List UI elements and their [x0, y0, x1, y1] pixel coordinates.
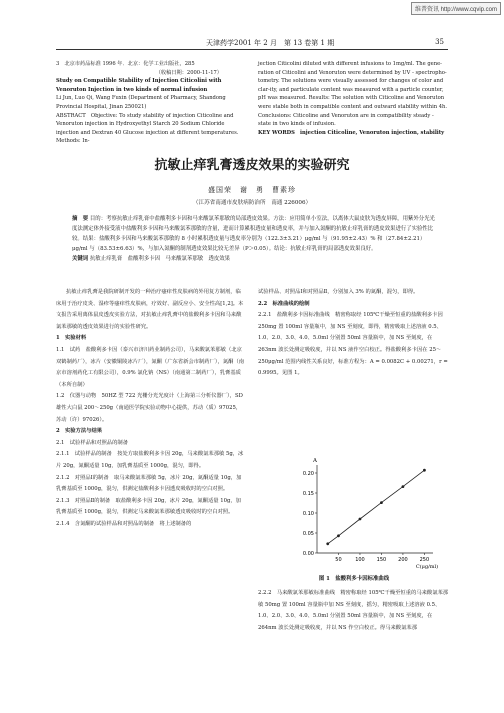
- paragraph-control-1: 2.1.2 对照品Ⅰ的制备 取马来酸氯苯那敏 5g，冰片 20g，氮酮适量 10g，加乳膏基质至 1000g，混匀，供测定盐酸利多卡因透皮吸收时的空白对照。: [56, 474, 242, 493]
- subheading-standard-curve: 2.2 标准曲线的绘制: [258, 300, 310, 307]
- x-tick-label: 50: [335, 557, 342, 563]
- paragraph-azone-prep: 2.1.4 含氮酮的试验样品和对照品的制备 将上述制备的: [56, 520, 192, 527]
- intro-paragraph: 抗敏止痒乳膏是我院研制开发的一种治疗瘙痒性皮肤病的外用复方制剂，临床用于治疗皮炎、湿疹等瘙痒性皮肤病，疗效好、副反应小、安全性高[1,2]。本文报告采用离体鼠皮透皮实验方法，对抗敏止痒乳膏中的盐酸利多卡因和马来酸氯苯那敏的透皮效果进行的实验性研究。: [56, 289, 244, 330]
- english-abstract-start: ABSTRACT Objective: To study stability of injection Citicoline and Venoruton injection in Hydroxyethyl Starch 20 Sodium Chloride injection and Dextran 40 Glucose injection at different temperatures. Methods: In-: [56, 112, 239, 145]
- body-column-right-lower: [258, 588, 450, 634]
- english-authors: Li Jun, Luo Qi, Wang Fuxin (Department of Pharmacy, Shandong Provincial Hospital, Jinan 250021): [56, 95, 226, 110]
- abstract-text: 目的：考察抗敏止痒乳膏中盐酸利多卡因和马来酸氯苯那敏的局部透皮效果。方法：应用简单小室法，以离体大鼠皮肤为透皮屏障，用紫外分光光度法测定体外接受液中盐酸利多卡因和马来酸氯苯那敏的含量，进而计算累积透皮量和透皮率，并与加入氮酮的抗敏止痒乳膏的透皮效果进行了实验性比较。结果：盐酸利多卡因和马来酸氯苯那敏的 8 小时累积透皮量与透皮率分别为（122.3±3.21）μg/ml 与（91.95±2.43）% 和（27.84±2.21）μg/ml 与（83.53±6.63）%，与加入氮酮的制剂透皮效果比较无差异（P＞0.05）。结论：抗敏止痒乳膏的局部透皮效果良好。: [72, 216, 435, 252]
- data-point: [337, 534, 340, 537]
- article-title: 抗敏止痒乳膏透皮效果的实验研究: [154, 158, 350, 173]
- paragraph-chlorphenamine-curve: 2.2.2 马来酸氯苯那敏标准曲线 精密称取经 105℃干燥至恒重的马来酸氯苯那敏 50mg 置 100ml 容量瓶中加 NS 至刻度，摇匀，精密吸取上述溶液 0.5、1.0、2.0、3.0、4.0、5.0ml 分别置 50ml 容量瓶中，加 NS 至刻度，在 264nm 波长处测定吸收度，并以 NS 作空白校正。得马来酸氯苯那: [258, 590, 449, 631]
- y-tick-label: 0.15: [302, 490, 314, 497]
- english-keywords: KEY WORDS injection Citicoline, Venoruton injection, stability: [258, 129, 445, 136]
- received-date: （收稿日期：2000-11-17）: [155, 69, 222, 76]
- paragraph-lidocaine-curve: 2.2.1 盐酸利多卡因标准曲线 精密称取经 105℃干燥至恒重的盐酸利多卡因 250mg 置 100ml 容量瓶中，加 NS 至刻度，即得，精密吸取上述溶液 0.5、1.0、2.0、3.0、4.0、5.0ml 分别置 50ml 容量瓶中，加 NS 至刻度，在 263nm 波长处测定吸收度，并以 NS 液作空白校正。得盐酸利多卡因在 25～250μg/ml 范围内线性关系良好，标准方程为：A = 0.0082C + 0.00271，r = 0.9995。见图 1。: [258, 312, 448, 377]
- paragraph-azone-cont: 试验样品、对照品Ⅰ和对照品Ⅱ，分别加入 3% 的氮酮，混匀，即得。: [258, 289, 419, 295]
- body-column-left: [56, 287, 246, 530]
- y-axis-label: A: [313, 458, 317, 464]
- data-point: [402, 485, 405, 488]
- x-tick-label: 200: [398, 557, 408, 563]
- data-point: [326, 542, 329, 545]
- abstract-label: 摘 要: [72, 216, 89, 222]
- x-tick-label: 150: [376, 557, 387, 563]
- subheading-samples: 2.1 试验样品和对照品的制备: [56, 439, 128, 446]
- y-tick-label: 0.20: [302, 470, 314, 477]
- english-abstract-end: jection Citicolini diluted with different infusions to 1mg/ml. The gene-ration of Citicolini and Venoruton were determined by UV - spectropho-tometry. The solutions were visually assessed for changes of color and clar-ity, and particulate content was measured with a particle counter, pH was measured. Results: The solution with Citicoline and Venoruton were stable both in compatible content and outward stability within 4h. Conclusions: Citicoline and Venoruton are in compatibility steady - state in two kinds of infusion.: [258, 61, 448, 128]
- abstract-block: [72, 214, 436, 264]
- article-authors: 盛国荣 谢 勇 曹素珍: [208, 186, 296, 194]
- keywords-label: 关键词: [72, 256, 89, 262]
- data-point: [380, 501, 383, 504]
- x-tick-label: 250: [419, 557, 430, 563]
- running-header: [56, 38, 448, 50]
- english-title: Study on Compatible Stability of Injection Citicolini with Venoruton Injection in two kinds of normal infusion: [56, 78, 222, 93]
- x-axis-label: C(μg/ml): [415, 564, 439, 570]
- reference-line: 3 北京市药品标准 1996 年．北京：化学工业出版社，285: [56, 61, 195, 67]
- prev-article-tail-left: [56, 60, 242, 146]
- paragraph-control-2: 2.1.3 对照品Ⅱ的制备 取盐酸利多卡因 20g，冰片 20g，氮酮适量 10g，加乳膏基质至 1000g，混匀，供测定马来酸氯苯那敏透皮吸收时的空白对照。: [56, 497, 241, 516]
- data-point: [423, 469, 426, 472]
- y-tick-label: 0.05: [302, 530, 314, 537]
- data-point: [359, 518, 362, 521]
- section-heading-methods: 2 实验方法与结果: [56, 428, 103, 435]
- source-stamp: 维普资讯 http://www.cqvip.com: [411, 2, 501, 15]
- figure-caption: 图 1 盐酸利多卡因标准曲线: [318, 576, 390, 582]
- series-line: [328, 470, 425, 544]
- y-tick-label: 0.10: [302, 510, 314, 517]
- section-heading-materials: 1 实验材料: [56, 335, 87, 342]
- page-number: 35: [435, 38, 444, 46]
- keywords-text: 抗敏止痒乳膏 盐酸利多卡因 马来酸氯苯那敏 透皮效果: [89, 256, 231, 262]
- y-tick-label: 0.00: [302, 550, 314, 557]
- paragraph-sample-prep: 2.1.1 试验样品的制备 按处方取盐酸利多卡因 20g，马来酸氯苯那敏 5g，冰片 20g，氮酮适量 10g，加乳膏基质至 1000g，混匀，即得。: [56, 451, 244, 469]
- journal-name: 天津药学: [206, 39, 234, 47]
- author-affiliation: （江苏省南通市皮肤病防治所 南通 226006）: [192, 200, 312, 206]
- standard-curve-chart: [295, 455, 440, 570]
- body-column-right: [258, 287, 450, 380]
- issue-info: 2001 年 2 月 第 13 卷第 1 期: [234, 39, 335, 47]
- paragraph-reagents: 1.1 试药 盐酸利多卡因（泰兴市济川药业制药公司），马来酸氯苯那敏（北京双鹤制药厂），冰片（安徽铜陵冰片厂），氮酮（广东省新会市制药厂），氮酮（南京市溶剂药化工有限公司），0.9% 氯化钠（NS）（南通第二制药厂），乳膏基质（本所自制）: [56, 346, 245, 388]
- paragraph-instruments: 1.2 仪器与动物 50HZ 型 722 光栅分光光度计（上海第三分析仪器厂），SD 雄性大白鼠 200～250g（南通医学院实验动物中心提供，苏动（质）97025，苏动（许）97026）。: [56, 393, 243, 423]
- x-tick-label: 100: [355, 557, 365, 563]
- prev-article-tail-right: [258, 60, 448, 137]
